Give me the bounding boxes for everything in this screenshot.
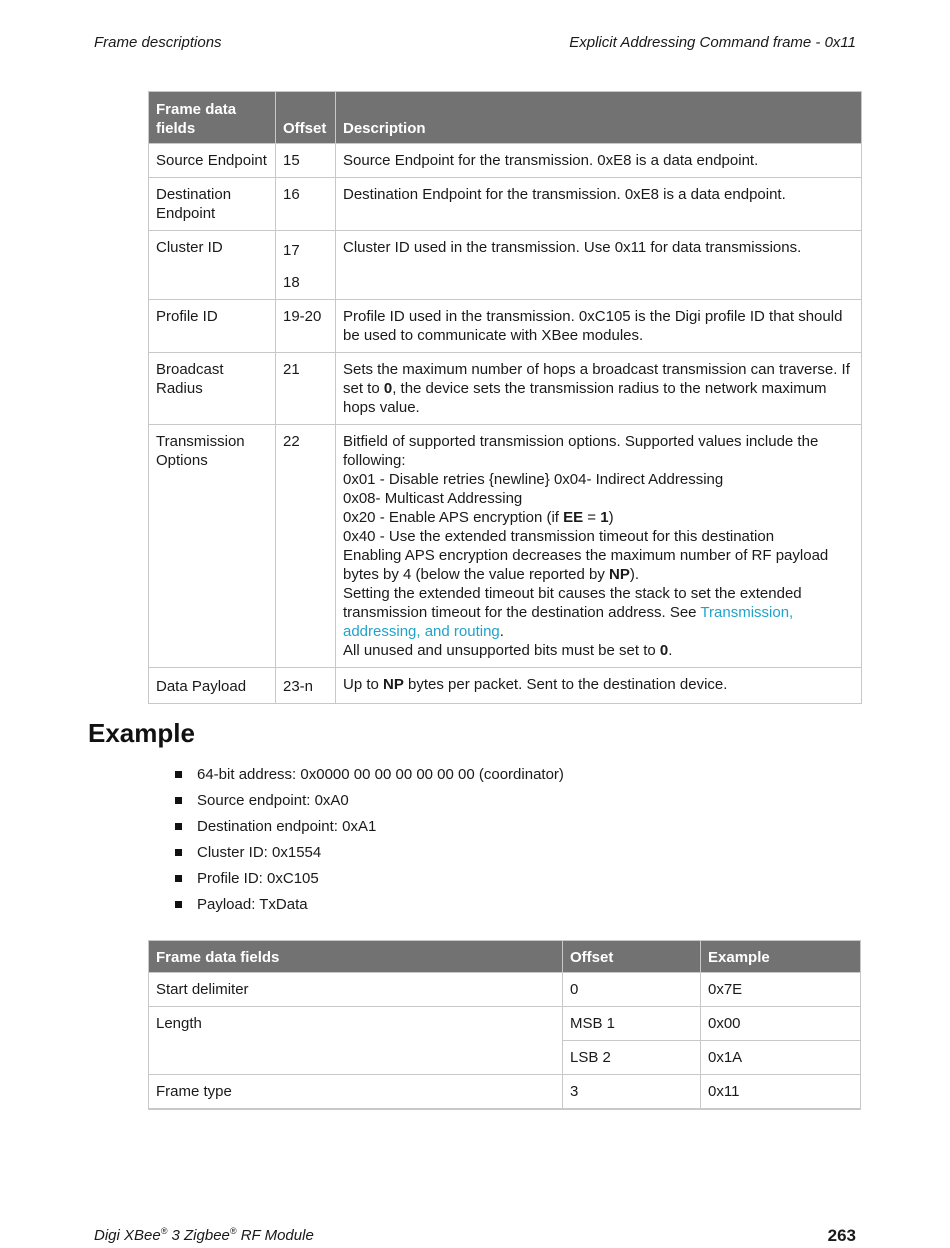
desc-text: 0x20 - Enable APS encryption (if: [343, 509, 564, 526]
desc-line: 0x40 - Use the extended transmission timeout for this destination: [343, 528, 775, 545]
list-item-text: Cluster ID: 0x1554: [197, 844, 322, 861]
offset-cell: [276, 231, 336, 300]
list-item: [175, 765, 564, 791]
example-cell: 0x11: [701, 1075, 861, 1110]
table-row: [149, 144, 862, 178]
table-row: [149, 353, 862, 425]
list-item: [175, 791, 564, 817]
col-header-example: Example: [701, 941, 861, 973]
desc-bold-value: 0: [383, 380, 393, 397]
list-item: [175, 895, 564, 921]
list-item: [175, 817, 564, 843]
desc-bold-value: 0: [659, 642, 669, 659]
example-frame-table: [148, 940, 861, 1110]
field-cell: Destination Endpoint: [149, 178, 276, 231]
col-header-fields: Frame data fields: [149, 941, 563, 973]
header-frame-title: Explicit Addressing Command frame - 0x11: [569, 34, 856, 51]
offset-cell: 23-n: [276, 668, 336, 704]
desc-text: Setting the extended timeout bit causes the stack to set the extended transmission timeout for the destination address. See: [343, 585, 802, 621]
offset-lsb: 18: [283, 274, 300, 291]
desc-text: =: [583, 509, 601, 526]
offset-cell: 19-20: [276, 300, 336, 353]
field-cell: Profile ID: [149, 300, 276, 353]
desc-line: [343, 546, 854, 584]
footer-text: Digi XBee: [94, 1227, 161, 1244]
list-item-text: Source endpoint: 0xA0: [197, 792, 349, 809]
col-header-offset: Offset: [276, 92, 336, 144]
example-cell: 0x00: [701, 1007, 861, 1041]
field-cell: Broadcast Radius: [149, 353, 276, 425]
desc-text: ): [608, 509, 614, 526]
field-cell: Transmission Options: [149, 425, 276, 668]
col-header-description: Description: [336, 92, 862, 144]
col-header-offset: Offset: [563, 941, 701, 973]
desc-bold-value: NP: [609, 566, 630, 583]
desc-text: , the device sets the transmission radius to the network maximum hops value.: [343, 380, 827, 416]
list-item-text: Profile ID: 0xC105: [197, 870, 319, 887]
offset-cell: 21: [276, 353, 336, 425]
table-row: [149, 300, 862, 353]
offset-msb: 17: [283, 242, 300, 259]
field-cell: Start delimiter: [149, 973, 563, 1007]
desc-text: bytes per packet. Sent to the destination device.: [403, 676, 728, 693]
example-cell: 0x1A: [701, 1041, 861, 1075]
bullet-icon: [175, 849, 182, 856]
description-cell: Cluster ID used in the transmission. Use 0x11 for data transmissions.: [336, 231, 862, 300]
desc-bold-value: NP: [383, 676, 404, 693]
example-heading: Example: [88, 718, 195, 748]
desc-line: Bitfield of supported transmission options. Supported values include the following:: [343, 433, 819, 469]
offset-cell: MSB 1: [563, 1007, 701, 1041]
description-cell: [336, 668, 862, 704]
offset-cell: 22: [276, 425, 336, 668]
offset-cell: 15: [276, 144, 336, 178]
table-row: [149, 668, 862, 704]
cross-reference-link[interactable]: Transmission, addressing, and routing: [343, 604, 794, 640]
example-cell: 0x7E: [701, 973, 861, 1007]
table-row: [149, 1007, 861, 1041]
registered-mark: ®: [229, 1226, 237, 1236]
desc-line: [343, 641, 854, 660]
registered-mark: ®: [160, 1226, 168, 1236]
list-item-text: 64-bit address: 0x0000 00 00 00 00 00 00 (coordinator): [197, 766, 564, 783]
example-bullet-list: [175, 765, 564, 921]
desc-text: Enabling APS encryption decreases the maximum number of RF payload bytes by 4 (below the value reported by: [343, 547, 829, 583]
frame-fields-table: [148, 91, 862, 704]
offset-cell: 16: [276, 178, 336, 231]
field-cell: Cluster ID: [149, 231, 276, 300]
footer-text: 3 Zigbee: [167, 1227, 230, 1244]
desc-text: .: [668, 642, 673, 659]
desc-text: Up to: [343, 676, 384, 693]
desc-line: 0x01 - Disable retries {newline} 0x04- Indirect Addressing: [343, 471, 724, 488]
desc-bold-value: EE: [563, 509, 584, 526]
list-item: [175, 843, 564, 869]
bullet-icon: [175, 875, 182, 882]
desc-text: Sets the maximum number of hops a broadcast transmission can traverse. If set to: [343, 361, 850, 397]
footer-product-title: [94, 1226, 314, 1244]
table-row: [149, 178, 862, 231]
field-cell: Length: [149, 1007, 563, 1075]
bullet-icon: [175, 901, 182, 908]
footer-text: RF Module: [236, 1227, 314, 1244]
field-cell: Source Endpoint: [149, 144, 276, 178]
offset-cell: LSB 2: [563, 1041, 701, 1075]
description-cell: [336, 425, 862, 668]
desc-line: [343, 508, 854, 527]
bullet-icon: [175, 771, 182, 778]
header-section-title: Frame descriptions: [94, 34, 222, 51]
desc-text: All unused and unsupported bits must be set to: [343, 642, 660, 659]
table-row: [149, 231, 862, 300]
offset-cell: 0: [563, 973, 701, 1007]
col-header-fields: Frame data fields: [149, 92, 276, 144]
desc-line: [343, 584, 854, 641]
list-item-text: Payload: TxData: [197, 896, 308, 913]
table-header-row: [149, 941, 861, 973]
description-cell: [336, 353, 862, 425]
list-item-text: Destination endpoint: 0xA1: [197, 818, 377, 835]
bullet-icon: [175, 823, 182, 830]
desc-text: .: [499, 623, 504, 640]
desc-bold-value: 1: [600, 509, 609, 526]
bullet-icon: [175, 797, 182, 804]
desc-line: 0x08- Multicast Addressing: [343, 490, 523, 507]
offset-cell: 3: [563, 1075, 701, 1110]
description-cell: Destination Endpoint for the transmission. 0xE8 is a data endpoint.: [336, 178, 862, 231]
page-number: 263: [827, 1226, 856, 1245]
table-row: [149, 425, 862, 668]
desc-text: ).: [629, 566, 640, 583]
field-cell: Frame type: [149, 1075, 563, 1110]
table-row: [149, 973, 861, 1007]
list-item: [175, 869, 564, 895]
field-cell: Data Payload: [149, 668, 276, 704]
description-cell: Source Endpoint for the transmission. 0xE8 is a data endpoint.: [336, 144, 862, 178]
table-header-row: [149, 92, 862, 144]
description-cell: Profile ID used in the transmission. 0xC105 is the Digi profile ID that should be used to communicate with XBee modules.: [336, 300, 862, 353]
table-row: [149, 1075, 861, 1110]
